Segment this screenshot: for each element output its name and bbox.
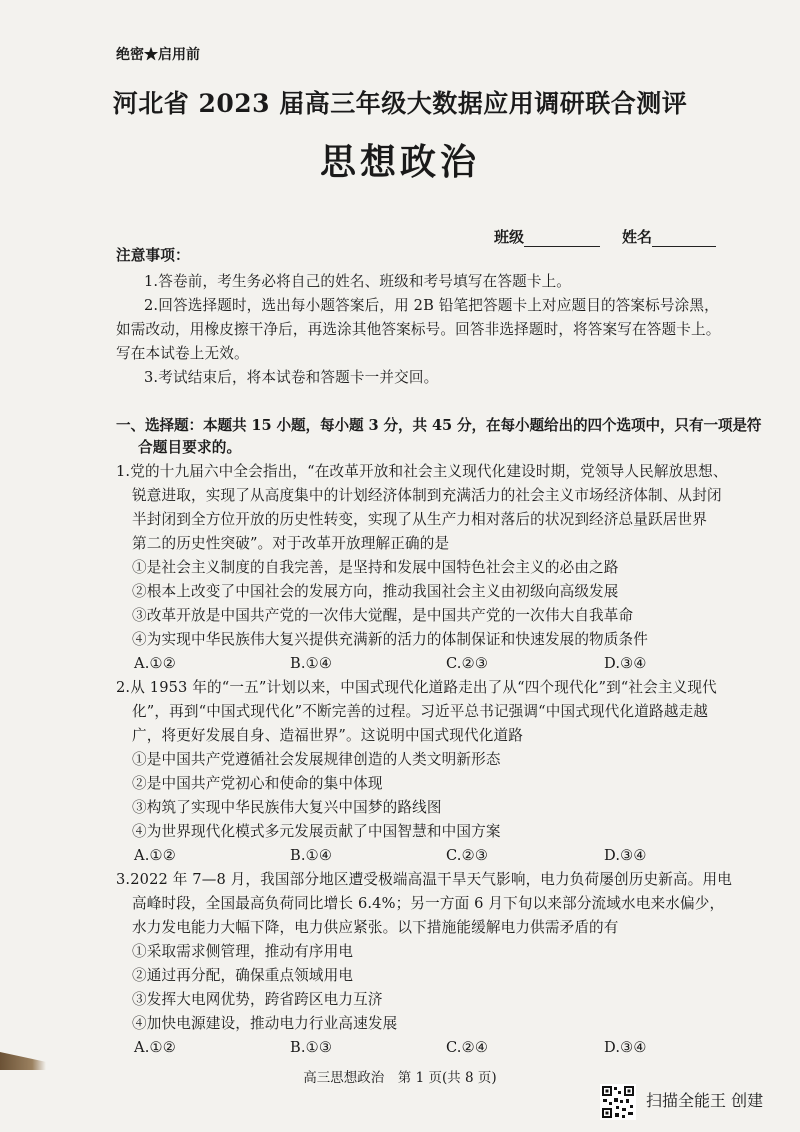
q1-option-2: ②根本上改变了中国社会的发展方向，推动我国社会主义由初级向高级发展 bbox=[132, 583, 619, 600]
q2-answer-d: D.③④ bbox=[604, 847, 647, 864]
q2-option-4: ④为世界现代化模式多元发展贡献了中国智慧和中国方案 bbox=[132, 823, 501, 840]
class-blank bbox=[524, 232, 600, 247]
section-heading-line-1: 一、选择题：本题共 15 小题，每小题 3 分，共 45 分，在每小题给出的四个选项中，只有一项是符 bbox=[116, 417, 762, 434]
q3-option-1: ①采取需求侧管理，推动有序用电 bbox=[132, 943, 354, 960]
q3-option-3: ③发挥大电网优势，跨省跨区电力互济 bbox=[132, 991, 383, 1008]
student-info-fields bbox=[494, 226, 716, 247]
q3-option-2: ②通过再分配，确保重点领域用电 bbox=[132, 967, 354, 984]
notes-heading: 注意事项： bbox=[116, 247, 190, 264]
subject-title: 思想政治 bbox=[319, 141, 480, 183]
q1-stem-line-2: 锐意进取，实现了从高度集中的计划经济体制到充满活力的社会主义市场经济体制、从封闭 bbox=[132, 487, 722, 504]
q2-answer-a: A.①② bbox=[134, 847, 176, 864]
confidential-label: 绝密★启用前 bbox=[116, 47, 200, 63]
note-item-2-line-3: 写在本试卷上无效。 bbox=[116, 345, 249, 362]
q1-option-4: ④为实现中华民族伟大复兴提供充满新的活力的体制保证和快速发展的物质条件 bbox=[132, 631, 649, 648]
name-blank bbox=[652, 232, 716, 247]
q2-stem-line-1: 2.从 1953 年的“一五”计划以来，中国式现代化道路走出了从“四个现代化”到“社会主义现代 bbox=[116, 679, 717, 696]
scanner-watermark-text: 扫描全能王 创建 bbox=[646, 1091, 764, 1110]
section-heading-line-2: 合题目要求的。 bbox=[138, 439, 242, 456]
q3-stem-line-3: 水力发电能力大幅下降，电力供应紧张。以下措施能缓解电力供需矛盾的有 bbox=[132, 919, 619, 936]
q1-stem-line-3: 半封闭到全方位开放的历史性转变，实现了从生产力相对落后的状况到经济总量跃居世界 bbox=[132, 511, 708, 528]
note-item-2-line-2: 如需改动，用橡皮擦干净后，再选涂其他答案标号。回答非选择题时，将答案写在答题卡上。 bbox=[116, 321, 721, 338]
q2-option-2: ②是中国共产党初心和使命的集中体现 bbox=[132, 775, 383, 792]
q1-answer-b: B.①④ bbox=[290, 655, 333, 672]
q3-stem-line-1: 3.2022 年 7—8 月，我国部分地区遭受极端高温干旱天气影响，电力负荷屡创历史新高。用电 bbox=[116, 871, 732, 888]
q3-answer-b: B.①③ bbox=[290, 1039, 333, 1056]
q1-stem-line-1: 1.党的十九届六中全会指出，“在改革开放和社会主义现代化建设时期，党领导人民解放思想、 bbox=[116, 463, 728, 480]
q3-answer-d: D.③④ bbox=[604, 1039, 647, 1056]
q3-answer-a: A.①② bbox=[134, 1039, 176, 1056]
q2-option-3: ③构筑了实现中华民族伟大复兴中国梦的路线图 bbox=[132, 799, 442, 816]
q1-option-3: ③改革开放是中国共产党的一次伟大觉醒，是中国共产党的一次伟大自我革命 bbox=[132, 607, 634, 624]
name-label: 姓名 bbox=[622, 228, 653, 246]
q2-option-1: ①是中国共产党遵循社会发展规律创造的人类文明新形态 bbox=[132, 751, 501, 768]
scan-edge-mark bbox=[0, 1052, 46, 1070]
q1-answer-c: C.②③ bbox=[446, 655, 489, 672]
q2-answer-b: B.①④ bbox=[290, 847, 333, 864]
note-item-2-line-1: 2.回答选择题时，选出每小题答案后，用 2B 铅笔把答题卡上对应题目的答案标号涂黑， bbox=[144, 297, 719, 314]
q3-stem-line-2: 高峰时段，全国最高负荷同比增长 6.4%；另一方面 6 月下旬以来部分流域水电来水偏少， bbox=[132, 895, 725, 912]
q2-stem-line-3: 广，将更好发展自身、造福世界”。这说明中国式现代化道路 bbox=[132, 727, 523, 744]
q1-answer-d: D.③④ bbox=[604, 655, 647, 672]
class-label: 班级 bbox=[494, 228, 525, 246]
q1-answer-a: A.①② bbox=[134, 655, 176, 672]
note-item-3: 3.考试结束后，将本试卷和答题卡一并交回。 bbox=[144, 369, 439, 386]
note-item-1: 1.答卷前，考生务必将自己的姓名、班级和考号填写在答题卡上。 bbox=[144, 273, 572, 290]
page-footer: 高三思想政治 第 1 页(共 8 页) bbox=[303, 1070, 497, 1086]
q1-stem-line-4: 第二的历史性突破”。对于改革开放理解正确的是 bbox=[132, 535, 450, 552]
exam-title: 河北省 2023 届高三年级大数据应用调研联合测评 bbox=[112, 89, 688, 118]
q3-option-4: ④加快电源建设，推动电力行业高速发展 bbox=[132, 1015, 398, 1032]
q2-stem-line-2: 化”，再到“中国式现代化”不断完善的过程。习近平总书记强调“中国式现代化道路越走越 bbox=[132, 703, 708, 720]
q1-option-1: ①是社会主义制度的自我完善，是坚持和发展中国特色社会主义的必由之路 bbox=[132, 559, 619, 576]
qr-code-icon bbox=[600, 1084, 636, 1120]
q2-answer-c: C.②③ bbox=[446, 847, 489, 864]
q3-answer-c: C.②④ bbox=[446, 1039, 489, 1056]
